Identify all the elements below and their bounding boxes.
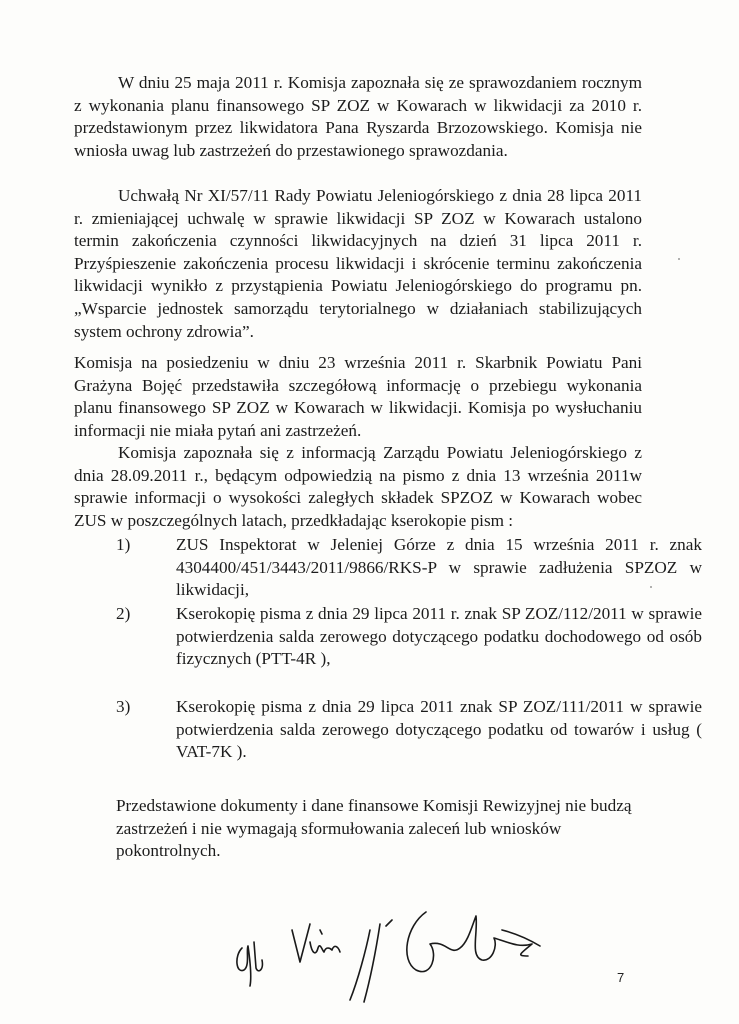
list-item-number: 2) [116,604,131,623]
handwritten-signatures [220,890,580,1010]
list-item-text: Kserokopię pisma z dnia 29 lipca 2011 r. znak SP ZOZ/112/2011 w sprawie potwierdzenia salda zerowego dotyczącego podatku dochodowego od osób fizycznych (PTT-4R ), [176,604,702,669]
list-item [116,534,702,602]
paragraph-session: Komisja na posiedzeniu w dniu 23 września 2011 r. Skarbnik Powiatu Pani Grażyna Bojęć przedstawiła szczegółową informację o przebiegu wykonania planu finansowego SP ZOZ w Kowarach w likwidacji. Komisja po wysłuchaniu informacji nie miała pytań ani zastrzeżeń. [74,353,642,440]
list-item-text: ZUS Inspektorat w Jeleniej Górze z dnia 15 września 2011 r. znak 4304400/451/3443/2011/9866/RKS-P w sprawie zadłużenia SPZOZ w likwidacji, [176,535,702,600]
list-item [116,696,702,764]
signature-2 [292,924,340,962]
list-item-number: 1) [116,535,131,554]
list-item-text: Kserokopię pisma z dnia 29 lipca 2011 znak SP ZOZ/111/2011 w sprawie potwierdzenia salda zerowego dotyczącego podatku od towarów i usług ( VAT-7K ). [176,697,702,762]
signature-3 [350,920,392,1002]
scan-speck [678,258,680,260]
scan-speck [650,586,652,588]
list-item-number: 3) [116,697,131,716]
closing-paragraph: Przedstawione dokumenty i dane finansowe Komisji Rewizyjnej nie budzą zastrzeżeń i nie wymagają sformułowania zaleceń lub wniosków pokontrolnych. [116,796,632,861]
signatures-drawing [220,890,580,1010]
paragraph-annual-report: W dniu 25 maja 2011 r. Komisja zapoznała się ze sprawozdaniem rocznym z wykonania planu finansowego SP ZOZ w Kowarach w likwidacji za 2010 r. przedstawionym przez likwidatora Pana Ryszarda Brzozowskiego. Komisja nie wniosła uwag lub zastrzeżeń do przestawionego sprawozdania. [74,73,642,160]
paragraph-zus-information: Komisja zapoznała się z informacją Zarządu Powiatu Jeleniogórskiego z dnia 28.09.2011 r., będącym odpowiedzią na pismo z dnia 13 września 2011w sprawie informacji o wysokości zaległych składek SPZOZ w Kowarach wobec ZUS w poszczególnych latach, przedkładając kserokopie pism : [74,443,642,530]
page-number: 7 [617,970,625,985]
signature-1 [237,942,262,986]
signature-4 [407,912,540,972]
list-item [116,603,702,671]
paragraph-resolution: Uchwałą Nr XI/57/11 Rady Powiatu Jeleniogórskiego z dnia 28 lipca 2011 r. zmieniającej uchwalę w sprawie likwidacji SP ZOZ w Kowarach ustalono termin zakończenia czynności likwidacyjnych na dzień 31 lipca 2011 r. Przyśpieszenie zakończenia procesu likwidacji i skrócenie terminu zakończenia likwidacji wynikło z przystąpienia Powiatu Jeleniogórskiego do programu pn. „Wsparcie jednostek samorządu terytorialnego w działaniach stabilizujących system ochrony zdrowia”. [74,186,642,341]
